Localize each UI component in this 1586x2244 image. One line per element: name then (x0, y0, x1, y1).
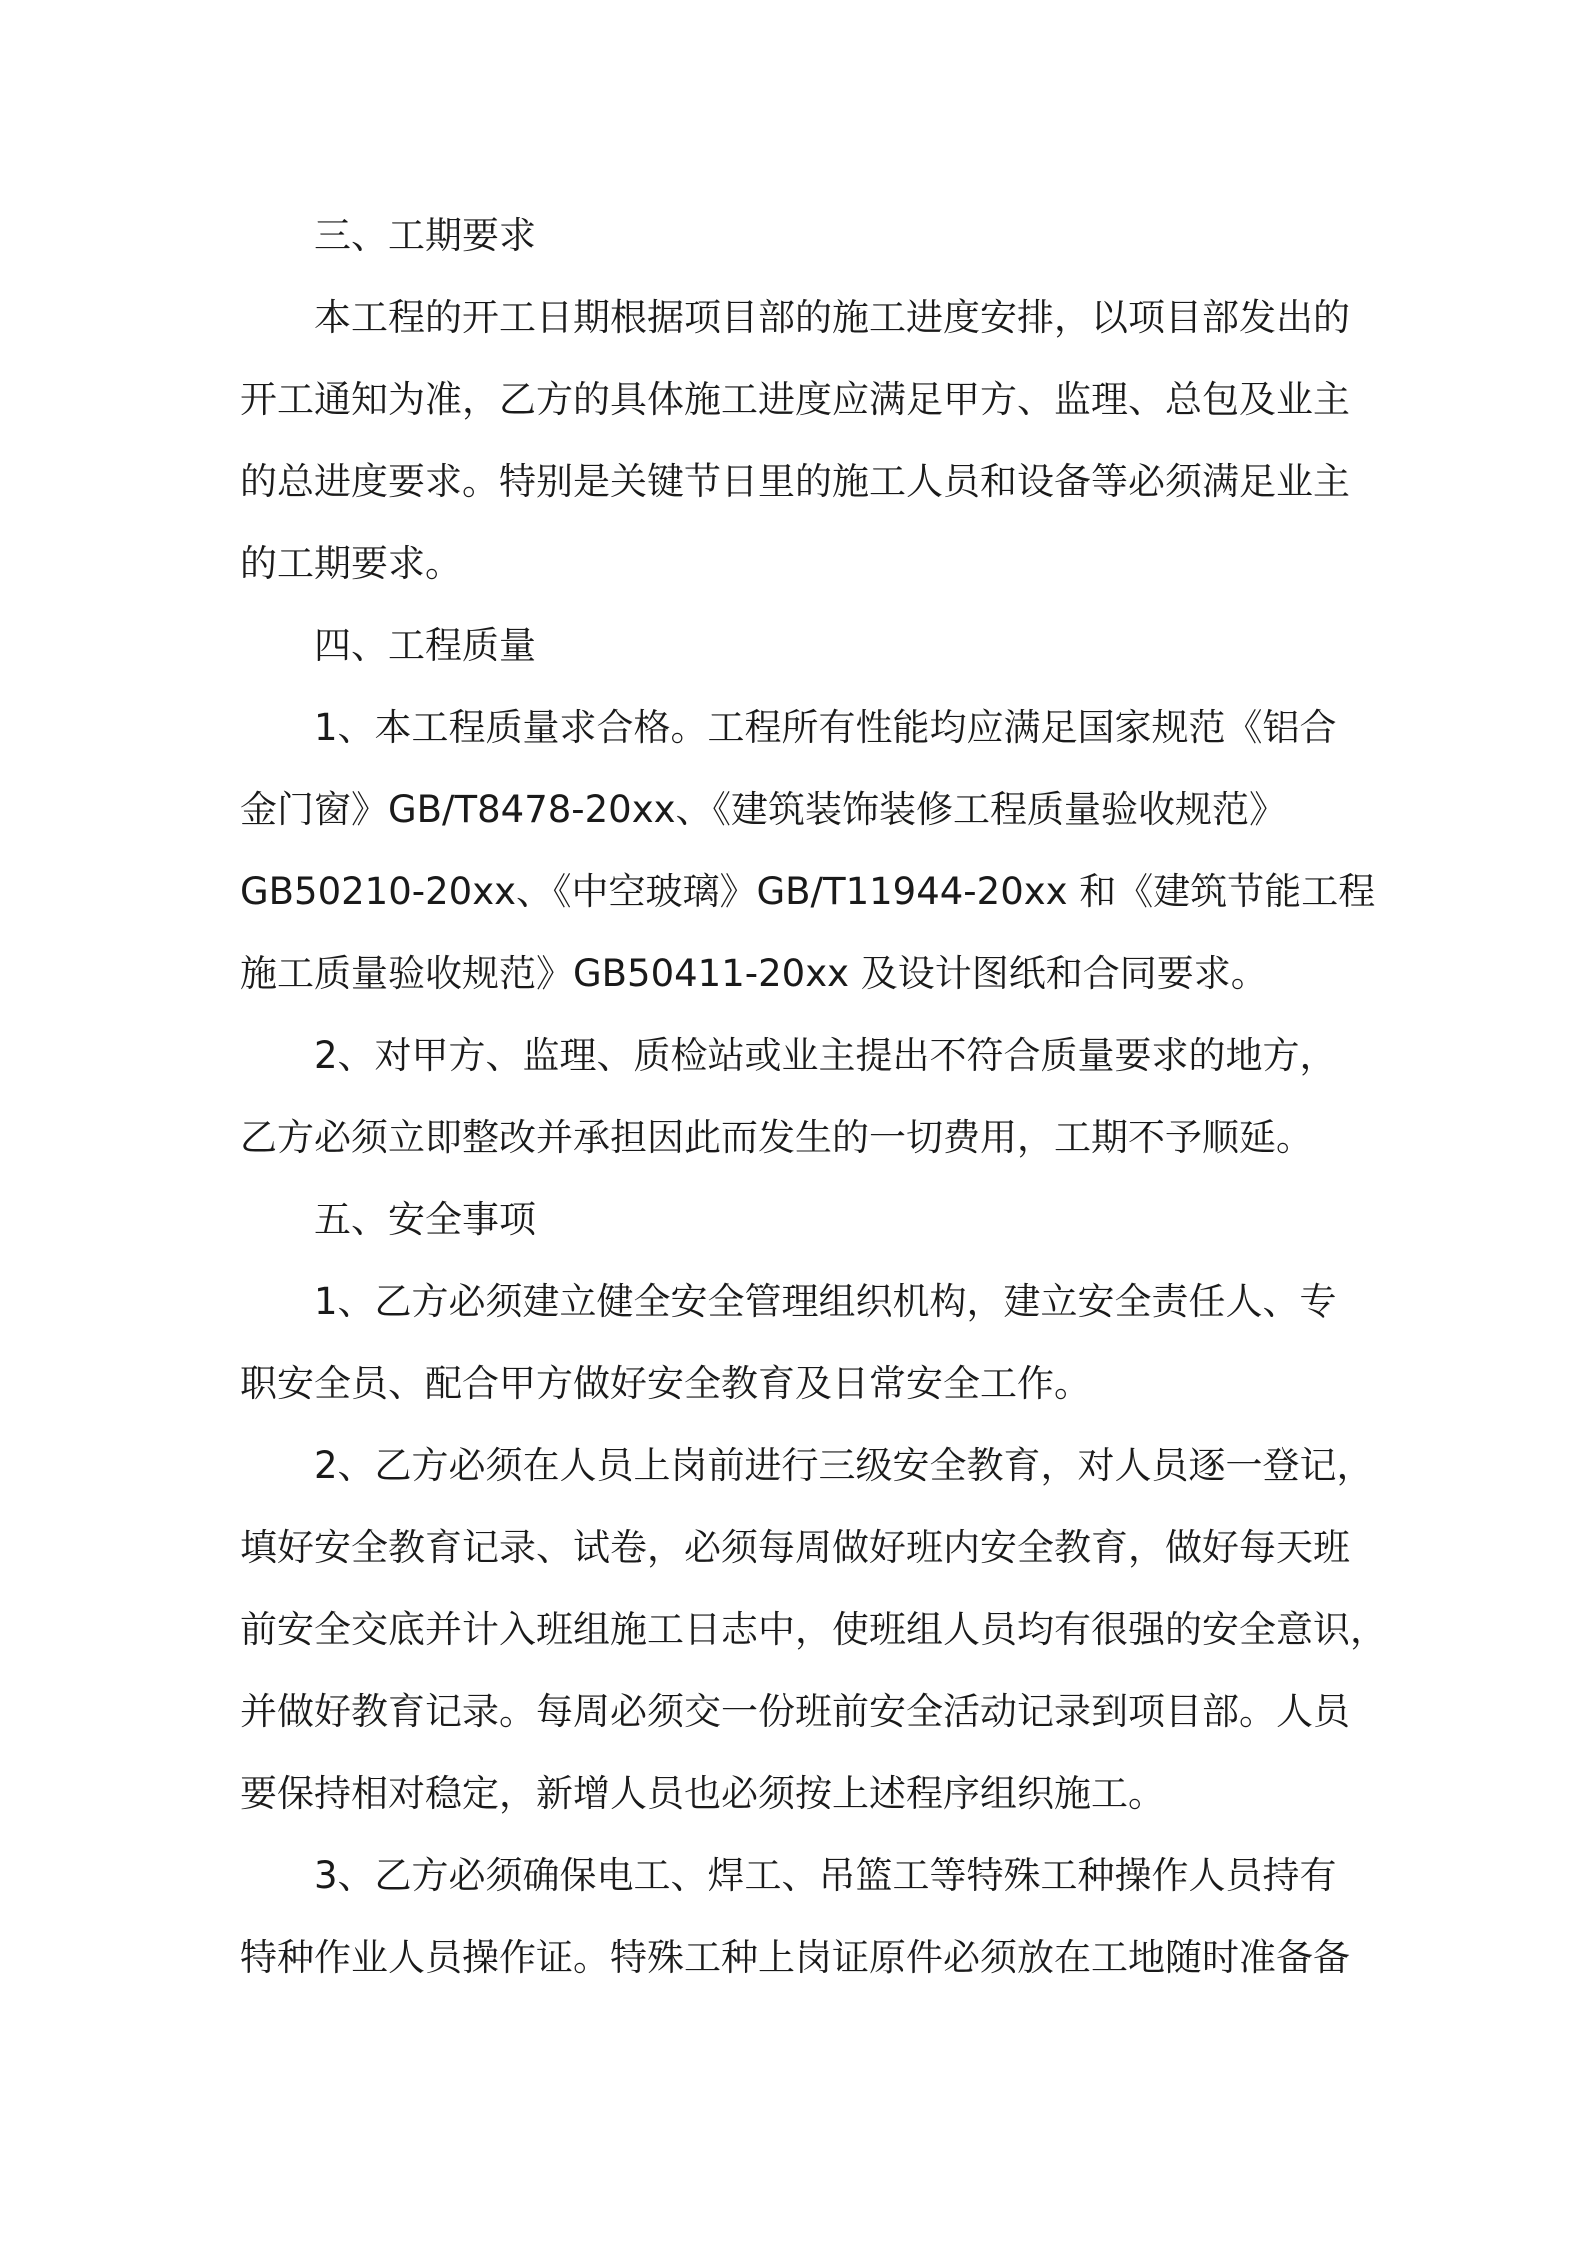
text-line: 填好安全教育记录、试卷，必须每周做好班内安全教育，做好每天班 (240, 1526, 1350, 1569)
paragraph-safety-organization (240, 1261, 1355, 1425)
paragraph-schedule-requirement (240, 277, 1355, 605)
text-line: 2、乙方必须在人员上岗前进行三级安全教育，对人员逐一登记， (314, 1444, 1374, 1487)
text-line: 特种作业人员操作证。特殊工种上岗证原件必须放在工地随时准备备 (240, 1936, 1350, 1979)
paragraph-safety-education (240, 1425, 1387, 1835)
text-line: 的总进度要求。特别是关键节日里的施工人员和设备等必须满足业主 (240, 460, 1350, 503)
text-line: 并做好教育记录。每周必须交一份班前安全活动记录到项目部。人员 (240, 1690, 1350, 1733)
paragraph-quality-rectification (240, 1015, 1355, 1179)
section-heading-safety: 五、安全事项 (314, 1198, 536, 1241)
text-line: 职安全员、配合甲方做好安全教育及日常安全工作。 (240, 1362, 1091, 1405)
paragraph-quality-standard (240, 687, 1376, 1015)
text-line: 金门窗》GB/T8478-20xx、《建筑装饰装修工程质量验收规范》 (240, 788, 1287, 831)
section-heading-schedule: 三、工期要求 (314, 214, 536, 257)
text-line: 开工通知为准，乙方的具体施工进度应满足甲方、监理、总包及业主 (240, 378, 1350, 421)
text-line: 1、本工程质量求合格。工程所有性能均应满足国家规范《铝合 (314, 706, 1337, 749)
text-line: 乙方必须立即整改并承担因此而发生的一切费用，工期不予顺延。 (240, 1116, 1313, 1159)
text-line: 要保持相对稳定，新增人员也必须按上述程序组织施工。 (240, 1772, 1165, 1815)
text-line: 施工质量验收规范》GB50411-20xx 及设计图纸和合同要求。 (240, 952, 1268, 995)
text-line: 前安全交底并计入班组施工日志中，使班组人员均有很强的安全意识， (240, 1608, 1387, 1651)
document-body (240, 195, 1387, 1999)
text-line: 的工期要求。 (240, 542, 462, 585)
text-line: 本工程的开工日期根据项目部的施工进度安排，以项目部发出的 (314, 296, 1350, 339)
section-heading-quality: 四、工程质量 (314, 624, 536, 667)
text-line: GB50210-20xx、《中空玻璃》GB/T11944-20xx 和《建筑节能工程 (240, 870, 1376, 913)
text-line: 3、乙方必须确保电工、焊工、吊篮工等特殊工种操作人员持有 (314, 1854, 1337, 1897)
paragraph-safety-special-workers (240, 1835, 1355, 1999)
text-line: 1、乙方必须建立健全安全管理组织机构，建立安全责任人、专 (314, 1280, 1337, 1323)
text-line: 2、对甲方、监理、质检站或业主提出不符合质量要求的地方， (314, 1034, 1337, 1077)
